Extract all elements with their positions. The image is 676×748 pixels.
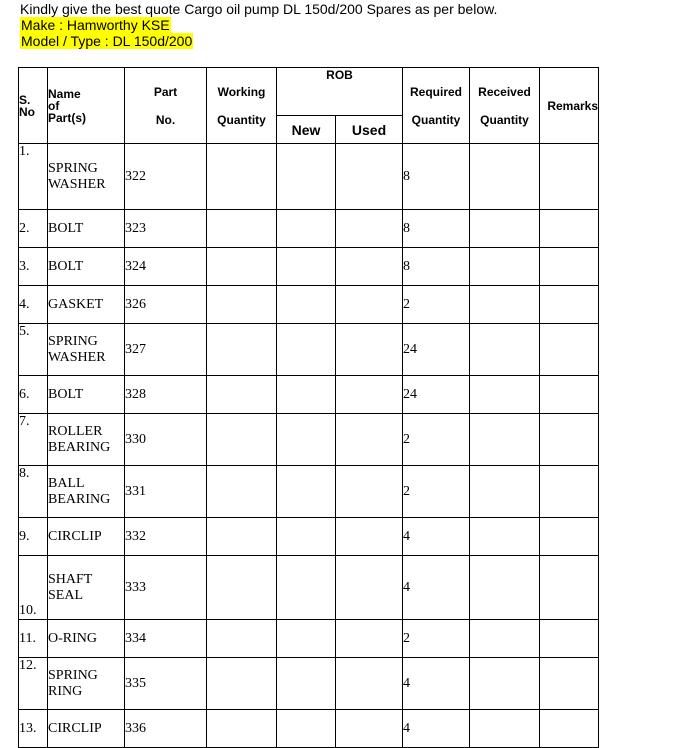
- row-required-quantity: 4: [403, 556, 470, 620]
- table-row: [19, 210, 599, 248]
- row-sno: 5.: [19, 324, 48, 376]
- spares-table: [18, 67, 599, 748]
- table-row: [19, 556, 599, 620]
- row-sno: 13.: [19, 710, 48, 748]
- row-working-quantity: [207, 620, 277, 658]
- row-required-quantity: 4: [403, 710, 470, 748]
- row-required-quantity: 8: [403, 248, 470, 286]
- header-rob-used: Used: [336, 116, 403, 144]
- row-sno: 10.: [19, 556, 48, 620]
- row-part-name: O-RING: [48, 620, 125, 658]
- row-rob-new: [277, 210, 336, 248]
- row-sno: 12.: [19, 658, 48, 710]
- row-remarks: [540, 324, 599, 376]
- row-received-quantity: [470, 466, 540, 518]
- make-line: Make : Hamworthy KSE: [21, 17, 170, 33]
- row-received-quantity: [470, 620, 540, 658]
- row-remarks: [540, 710, 599, 748]
- row-rob-used: [336, 466, 403, 518]
- row-rob-used: [336, 324, 403, 376]
- row-rob-used: [336, 556, 403, 620]
- row-sno: 8.: [19, 466, 48, 518]
- row-remarks: [540, 210, 599, 248]
- row-part-number: 333: [125, 556, 207, 620]
- header-remarks: Remarks: [540, 68, 599, 144]
- row-sno: 7.: [19, 414, 48, 466]
- row-working-quantity: [207, 210, 277, 248]
- row-part-number: 326: [125, 286, 207, 324]
- row-part-number: 327: [125, 324, 207, 376]
- row-received-quantity: [470, 518, 540, 556]
- row-received-quantity: [470, 144, 540, 210]
- row-received-quantity: [470, 710, 540, 748]
- row-rob-new: [277, 710, 336, 748]
- row-received-quantity: [470, 248, 540, 286]
- header-name: Name of Part(s): [48, 68, 125, 144]
- table-row: [19, 376, 599, 414]
- row-rob-used: [336, 210, 403, 248]
- row-part-name: GASKET: [48, 286, 125, 324]
- row-part-number: 336: [125, 710, 207, 748]
- row-working-quantity: [207, 414, 277, 466]
- row-received-quantity: [470, 324, 540, 376]
- row-rob-used: [336, 376, 403, 414]
- row-part-number: 322: [125, 144, 207, 210]
- row-rob-new: [277, 620, 336, 658]
- table-row: [19, 324, 599, 376]
- row-part-number: 331: [125, 466, 207, 518]
- header-sno: S. No: [19, 68, 48, 144]
- row-sno: 4.: [19, 286, 48, 324]
- row-rob-new: [277, 414, 336, 466]
- row-part-name: BALL BEARING: [48, 466, 125, 518]
- table-row: [19, 658, 599, 710]
- row-remarks: [540, 658, 599, 710]
- row-required-quantity: 2: [403, 466, 470, 518]
- row-sno: 11.: [19, 620, 48, 658]
- header-rob: ROB: [277, 68, 403, 116]
- row-part-name: SPRING RING: [48, 658, 125, 710]
- row-remarks: [540, 620, 599, 658]
- table-row: [19, 286, 599, 324]
- row-rob-used: [336, 414, 403, 466]
- row-rob-new: [277, 324, 336, 376]
- table-row: [19, 518, 599, 556]
- row-required-quantity: 4: [403, 518, 470, 556]
- row-rob-used: [336, 710, 403, 748]
- row-received-quantity: [470, 414, 540, 466]
- row-working-quantity: [207, 144, 277, 210]
- row-working-quantity: [207, 658, 277, 710]
- intro-request-line: Kindly give the best quote Cargo oil pump DL 150d/200 Spares as per below.: [20, 1, 498, 17]
- row-part-name: BOLT: [48, 210, 125, 248]
- header-working-quantity: Working Quantity: [207, 68, 277, 144]
- row-required-quantity: 24: [403, 324, 470, 376]
- row-working-quantity: [207, 376, 277, 414]
- row-working-quantity: [207, 466, 277, 518]
- row-rob-used: [336, 144, 403, 210]
- row-part-name: BOLT: [48, 248, 125, 286]
- row-working-quantity: [207, 324, 277, 376]
- row-remarks: [540, 144, 599, 210]
- row-received-quantity: [470, 286, 540, 324]
- row-rob-used: [336, 286, 403, 324]
- row-remarks: [540, 466, 599, 518]
- row-working-quantity: [207, 556, 277, 620]
- header-required-quantity: Required Quantity: [403, 68, 470, 144]
- row-remarks: [540, 376, 599, 414]
- row-required-quantity: 8: [403, 144, 470, 210]
- row-required-quantity: 8: [403, 210, 470, 248]
- row-rob-used: [336, 658, 403, 710]
- row-working-quantity: [207, 248, 277, 286]
- row-part-name: BOLT: [48, 376, 125, 414]
- header-part-no: Part No.: [125, 68, 207, 144]
- row-received-quantity: [470, 210, 540, 248]
- table-row: [19, 466, 599, 518]
- table-row: [19, 414, 599, 466]
- row-part-name: ROLLER BEARING: [48, 414, 125, 466]
- intro-text: [20, 1, 497, 49]
- row-rob-used: [336, 518, 403, 556]
- row-part-name: CIRCLIP: [48, 710, 125, 748]
- row-received-quantity: [470, 658, 540, 710]
- header-received-quantity: Received Quantity: [470, 68, 540, 144]
- row-working-quantity: [207, 710, 277, 748]
- row-remarks: [540, 414, 599, 466]
- row-rob-new: [277, 376, 336, 414]
- row-remarks: [540, 518, 599, 556]
- row-rob-new: [277, 144, 336, 210]
- row-sno: 2.: [19, 210, 48, 248]
- row-rob-new: [277, 466, 336, 518]
- row-part-number: 332: [125, 518, 207, 556]
- row-remarks: [540, 556, 599, 620]
- row-rob-new: [277, 658, 336, 710]
- row-received-quantity: [470, 376, 540, 414]
- row-required-quantity: 24: [403, 376, 470, 414]
- row-part-number: 324: [125, 248, 207, 286]
- row-received-quantity: [470, 556, 540, 620]
- row-part-name: CIRCLIP: [48, 518, 125, 556]
- row-remarks: [540, 248, 599, 286]
- row-rob-new: [277, 286, 336, 324]
- row-sno: 6.: [19, 376, 48, 414]
- row-part-name: SHAFT SEAL: [48, 556, 125, 620]
- row-rob-used: [336, 248, 403, 286]
- row-required-quantity: 2: [403, 414, 470, 466]
- row-part-number: 334: [125, 620, 207, 658]
- row-working-quantity: [207, 518, 277, 556]
- table-row: [19, 144, 599, 210]
- row-required-quantity: 4: [403, 658, 470, 710]
- row-sno: 3.: [19, 248, 48, 286]
- table-row: [19, 248, 599, 286]
- header-rob-new: New: [277, 116, 336, 144]
- row-part-name: SPRING WASHER: [48, 324, 125, 376]
- row-rob-used: [336, 620, 403, 658]
- row-rob-new: [277, 248, 336, 286]
- table-row: [19, 710, 599, 748]
- row-required-quantity: 2: [403, 286, 470, 324]
- row-part-number: 330: [125, 414, 207, 466]
- row-part-number: 323: [125, 210, 207, 248]
- row-remarks: [540, 286, 599, 324]
- model-line: Model / Type : DL 150d/200: [21, 33, 193, 49]
- row-sno: 1.: [19, 144, 48, 210]
- row-sno: 9.: [19, 518, 48, 556]
- row-part-number: 335: [125, 658, 207, 710]
- row-part-number: 328: [125, 376, 207, 414]
- row-required-quantity: 2: [403, 620, 470, 658]
- table-row: [19, 620, 599, 658]
- row-part-name: SPRING WASHER: [48, 144, 125, 210]
- row-rob-new: [277, 518, 336, 556]
- row-rob-new: [277, 556, 336, 620]
- row-working-quantity: [207, 286, 277, 324]
